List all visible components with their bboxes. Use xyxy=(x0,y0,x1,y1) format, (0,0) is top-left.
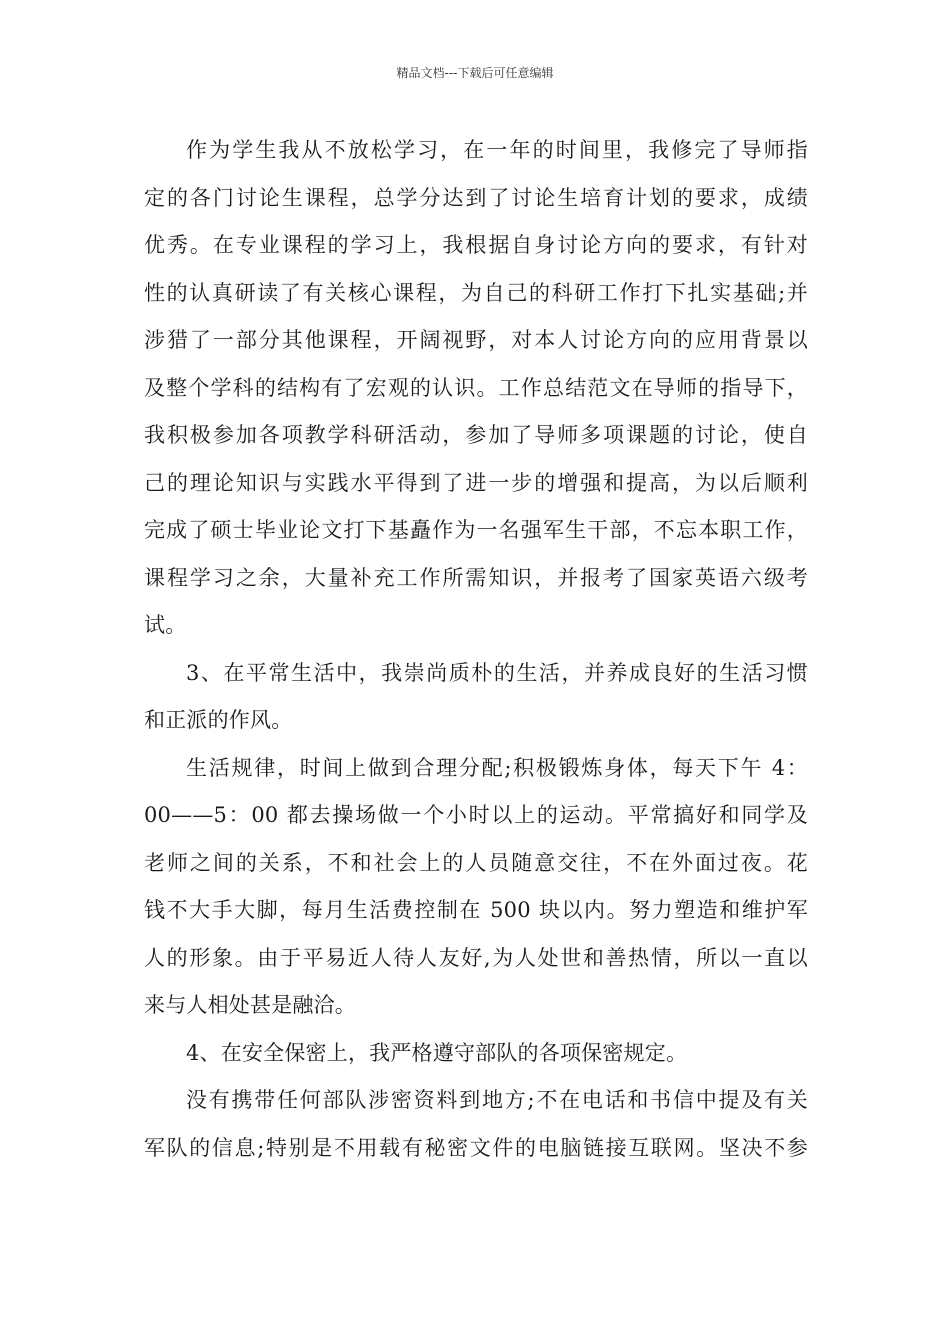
text-line: 性的认真研读了有关核心课程，为自己的科研工作打下扎实基础;并 xyxy=(144,280,808,305)
text-line: 3、在平常生活中，我崇尚质朴的生活，并养成良好的生活习惯 xyxy=(186,660,808,685)
text-line: 和正派的作风。 xyxy=(144,708,293,732)
paragraph-study xyxy=(144,127,808,650)
paragraph-life-habits xyxy=(144,650,808,745)
text-line: 完成了硕士毕业论文打下基矗作为一名强军生干部，不忘本职工作， xyxy=(144,518,808,542)
document-body xyxy=(144,127,808,1172)
text-line: 钱不大手大脚，每月生活费控制在 500 块以内。努力塑造和维护军 xyxy=(144,898,808,922)
text-line: 课程学习之余，大量补充工作所需知识，并报考了国家英语六级考 xyxy=(144,565,808,590)
text-line: 生活规律，时间上做到合理分配;积极锻炼身体，每天下午 4： xyxy=(186,755,808,780)
text-line: 来与人相处甚是融洽。 xyxy=(144,993,356,1017)
text-line: 及整个学科的结构有了宏观的认识。工作总结范文在导师的指导下， xyxy=(144,375,808,400)
text-line: 优秀。在专业课程的学习上，我根据自身讨论方向的要求，有针对 xyxy=(144,233,808,257)
page-header: 精品文档---下载后可任意编辑 xyxy=(396,66,554,80)
text-line: 涉猎了一部分其他课程，开阔视野，对本人讨论方向的应用背景以 xyxy=(144,328,808,352)
text-line: 作为学生我从不放松学习，在一年的时间里，我修完了导师指 xyxy=(186,138,808,162)
text-line: 00——5：00 都去操场做一个小时以上的运动。平常搞好和同学及 xyxy=(144,803,808,827)
text-line: 我积极参加各项教学科研活动，参加了导师多项课题的讨论，使自 xyxy=(144,423,808,447)
paragraph-security xyxy=(144,1030,808,1078)
paragraph-confidentiality xyxy=(144,1077,808,1172)
text-line: 己的理论知识与实践水平得到了进一步的增强和提高，为以后顺利 xyxy=(144,470,808,495)
text-line: 老师之间的关系，不和社会上的人员随意交往，不在外面过夜。花 xyxy=(144,850,808,875)
text-line: 4、在安全保密上，我严格遵守部队的各项保密规定。 xyxy=(186,1040,688,1065)
paragraph-daily-routine xyxy=(144,745,808,1030)
text-line: 没有携带任何部队涉密资料到地方;不在电话和书信中提及有关 xyxy=(186,1088,808,1112)
text-line: 人的形象。由于平易近人待人友好,为人处世和善热情，所以一直以 xyxy=(144,945,808,970)
text-line: 军队的信息;特别是不用载有秘密文件的电脑链接互联网。坚决不参 xyxy=(144,1135,808,1160)
text-line: 定的各门讨论生课程，总学分达到了讨论生培育计划的要求，成绩 xyxy=(144,185,808,210)
text-line: 试。 xyxy=(144,613,187,637)
